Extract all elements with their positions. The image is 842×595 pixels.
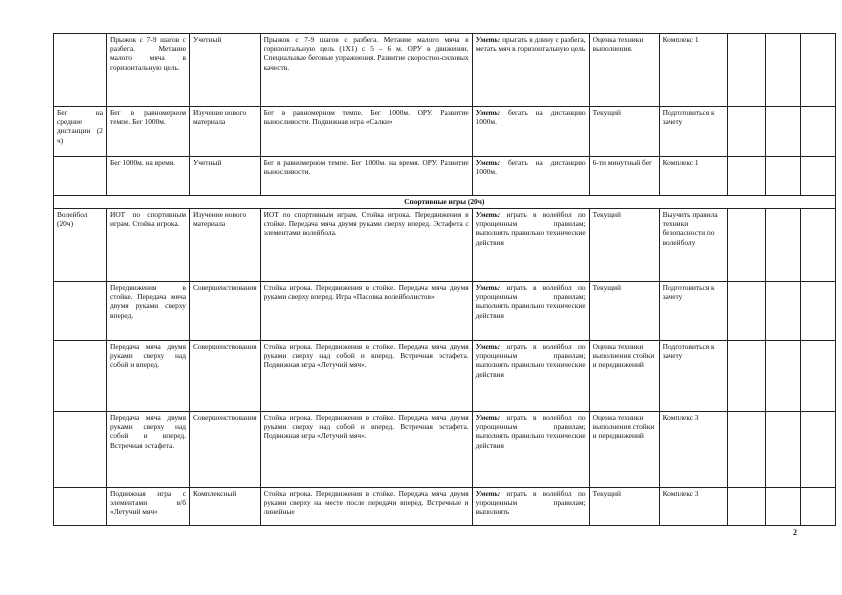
empty-cell	[727, 107, 765, 157]
lesson-title-cell: Подвижная игра с элементами в/б «Летучий мяч»	[107, 488, 190, 526]
requirements-text: бегать на дистанцию 1000м.	[475, 108, 586, 127]
lesson-type-cell: Комплексный	[190, 488, 261, 526]
requirements-cell	[472, 341, 589, 412]
empty-cell	[800, 209, 835, 282]
homework-cell: Выучить правила техники безопасности по волейболу	[659, 209, 727, 282]
topic-cell	[54, 282, 107, 341]
section-title: Спортивные игры (20ч)	[54, 196, 836, 209]
homework-cell: Комплекс 3	[659, 412, 727, 488]
empty-cell	[727, 412, 765, 488]
homework-cell: Подготовиться к зачету	[659, 107, 727, 157]
requirements-text: играть в волейбол по упрощенным правилам; выполнять правильно технические действия	[475, 342, 586, 379]
lesson-title-cell: Передача мяча двумя руками сверху над собой и вперед.	[107, 341, 190, 412]
lesson-content-cell: Стойка игрока. Передвижения в стойке. Передача мяча двумя руками сверху над собой и вперед. Встречная эстафета. Подвижная игра «Летучий мяч».	[260, 412, 472, 488]
requirements-cell	[472, 282, 589, 341]
lesson-title-cell: Прыжок с 7-9 шагов с разбега. Метание малого мяча в горизонтальную цель.	[107, 34, 190, 107]
control-cell: 6-ти минутный бег	[589, 157, 659, 196]
lesson-type-cell: Совершенствования	[190, 282, 261, 341]
requirements-cell	[472, 157, 589, 196]
lesson-title-cell: Передвижения в стойке. Передача мяча двумя руками сверху вперед.	[107, 282, 190, 341]
homework-cell: Подготовиться к зачету	[659, 282, 727, 341]
table-row	[54, 209, 836, 282]
requirements-text: играть в волейбол по упрощенным правилам; выполнять правильно технические действия	[475, 283, 586, 320]
table-row	[54, 282, 836, 341]
section-row	[54, 196, 836, 209]
requirements-text: играть в волейбол по упрощенным правилам; выполнять	[475, 489, 586, 517]
lesson-title-cell: Передача мяча двумя руками сверху над собой и вперед. Встречная эстафета.	[107, 412, 190, 488]
table-row	[54, 34, 836, 107]
lesson-type-cell: Учетный	[190, 157, 261, 196]
topic-cell: Бег на средние дистанции (2 ч)	[54, 107, 107, 157]
topic-cell: Волейбол (20ч)	[54, 209, 107, 282]
lesson-content-cell: Прыжок с 7-9 шагов с разбега. Метание малого мяча в горизонтальную цель (1Х1) с 5 – 6 м. ОРУ в движении. Специальные беговые упражнения. Развитие скоростно-силовых качеств.	[260, 34, 472, 107]
empty-cell	[765, 282, 800, 341]
empty-cell	[727, 341, 765, 412]
lesson-content-cell: Бег в равномерном темпе. Бег 1000м. на время. ОРУ. Развитие выносливости.	[260, 157, 472, 196]
control-cell: Текущий	[589, 209, 659, 282]
empty-cell	[727, 209, 765, 282]
empty-cell	[800, 34, 835, 107]
lesson-type-cell: Совершенствования	[190, 341, 261, 412]
requirements-lead: Уметь:	[475, 158, 501, 167]
empty-cell	[727, 282, 765, 341]
topic-cell	[54, 488, 107, 526]
empty-cell	[765, 107, 800, 157]
empty-cell	[800, 412, 835, 488]
empty-cell	[727, 488, 765, 526]
empty-cell	[765, 157, 800, 196]
requirements-lead: Уметь:	[475, 283, 501, 292]
table-row	[54, 341, 836, 412]
requirements-lead: Уметь:	[475, 489, 501, 498]
table-row	[54, 412, 836, 488]
requirements-lead: Уметь:	[475, 108, 501, 117]
lesson-type-cell: Изучение нового материала	[190, 209, 261, 282]
control-cell: Текущий	[589, 107, 659, 157]
table-row	[54, 107, 836, 157]
topic-cell	[54, 341, 107, 412]
requirements-text: прыгать в длину с разбега, метать мяч в горизонтальную цель	[475, 35, 586, 54]
topic-cell	[54, 34, 107, 107]
requirements-text: играть в волейбол по упрощенным правилам; выполнять правильно технические действия	[475, 210, 586, 247]
empty-cell	[765, 488, 800, 526]
requirements-text: бегать на дистанцию 1000м.	[475, 158, 586, 177]
requirements-cell	[472, 488, 589, 526]
requirements-lead: Уметь:	[475, 413, 501, 422]
lesson-content-cell: Стойка игрока. Передвижения в стойке. Передача мяча двумя руками сверху на месте после передачи вперед. Встречные и линейные	[260, 488, 472, 526]
lesson-title-cell: Бег в равномерном темпе. Бег 1000м.	[107, 107, 190, 157]
lesson-type-cell: Учетный	[190, 34, 261, 107]
control-cell: Оценка техники выполнения стойки и передвижений	[589, 341, 659, 412]
control-cell: Оценка техники выполнения.	[589, 34, 659, 107]
lesson-content-cell: Бег в равномерном темпе. Бег 1000м. ОРУ. Развитие выносливости. Подвижная игра «Салки»	[260, 107, 472, 157]
control-cell: Текущий	[589, 488, 659, 526]
table-row	[54, 157, 836, 196]
homework-cell: Комплекс 3	[659, 488, 727, 526]
lesson-plan-table	[53, 33, 836, 526]
requirements-cell	[472, 107, 589, 157]
empty-cell	[765, 341, 800, 412]
lesson-content-cell: Стойка игрока. Передвижения в стойке. Передача мяча двумя руками сверху над собой и вперед. Встречная эстафета. Подвижная игра «Летучий мяч».	[260, 341, 472, 412]
table-row	[54, 488, 836, 526]
requirements-lead: Уметь:	[475, 210, 501, 219]
lesson-content-cell: Стойка игрока. Передвижения в стойке. Передача мяча двумя руками сверху вперед. Игра «Пасовка волейболистов»	[260, 282, 472, 341]
empty-cell	[800, 157, 835, 196]
empty-cell	[800, 107, 835, 157]
lesson-type-cell: Совершенствования	[190, 412, 261, 488]
lesson-title-cell: ИОТ по спортивным играм. Стойка игрока.	[107, 209, 190, 282]
empty-cell	[765, 412, 800, 488]
empty-cell	[800, 341, 835, 412]
empty-cell	[800, 282, 835, 341]
requirements-lead: Уметь:	[475, 35, 501, 44]
requirements-lead: Уметь:	[475, 342, 501, 351]
control-cell: Оценка техники выполнения стойки и передвижений	[589, 412, 659, 488]
homework-cell: Комплекс 1	[659, 34, 727, 107]
requirements-cell	[472, 412, 589, 488]
empty-cell	[727, 157, 765, 196]
lesson-title-cell: Бег 1000м. на время.	[107, 157, 190, 196]
requirements-cell	[472, 209, 589, 282]
empty-cell	[765, 209, 800, 282]
homework-cell: Подготовиться к зачету	[659, 341, 727, 412]
page-number: 2	[793, 528, 797, 537]
empty-cell	[800, 488, 835, 526]
lesson-type-cell: Изучение нового материала	[190, 107, 261, 157]
empty-cell	[765, 34, 800, 107]
requirements-cell	[472, 34, 589, 107]
control-cell: Текущий	[589, 282, 659, 341]
topic-cell	[54, 157, 107, 196]
homework-cell: Комплекс 1	[659, 157, 727, 196]
requirements-text: играть в волейбол по упрощенным правилам; выполнять правильно технические действия	[475, 413, 586, 450]
lesson-content-cell: ИОТ по спортивным играм. Стойка игрока. Передвижения в стойке. Передача мяча двумя руками сверху вперед. Эстафета с элементами волейбола.	[260, 209, 472, 282]
topic-cell	[54, 412, 107, 488]
empty-cell	[727, 34, 765, 107]
